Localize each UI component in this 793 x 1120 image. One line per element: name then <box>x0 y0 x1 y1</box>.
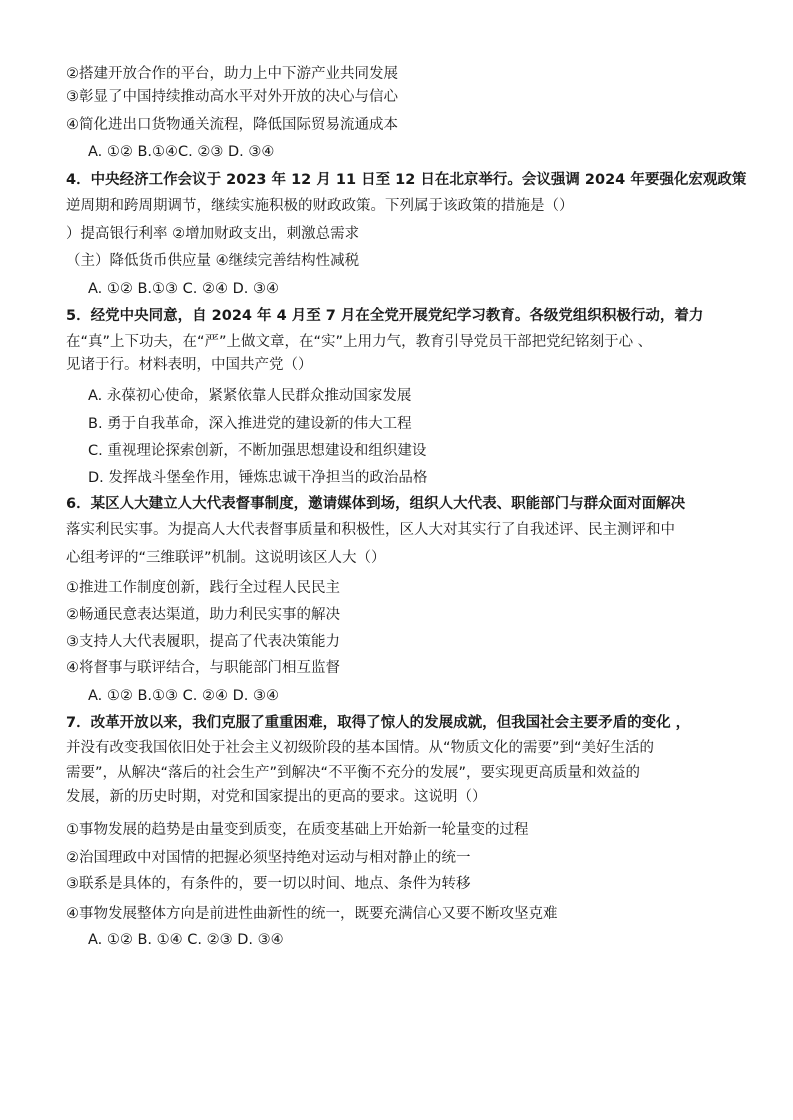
q5-option-a: A. 永葆初心使命，紧紧依靠人民群众推动国家发展 <box>88 388 412 404</box>
q5-stem-line-3: 见诸于行。材料表明，中国共产党（） <box>66 357 313 373</box>
q6-stem-line-1: 6．某区人大建立人大代表督事制度，邀请媒体到场，组织人大代表、职能部门与群众面对面解决 <box>66 496 686 512</box>
q6-item-2: ②畅通民意表达渠道，助力利民实事的解决 <box>66 607 340 623</box>
q5-stem-line-2: 在“真”上下功夫，在“严”上做文章，在“实”上用力气，教育引导党员干部把党纪铭刻于心 、 <box>66 334 653 350</box>
q7-item-4: ④事物发展整体方向是前进性曲新性的统一，既要充满信心又要不断攻坚克难 <box>66 906 558 922</box>
q6-item-4: ④将督事与联评结合，与职能部门相互监督 <box>66 660 340 676</box>
q3-item-2: ②搭建开放合作的平台，助力上中下游产业共同发展 <box>66 66 398 82</box>
q4-options: A. ①② B.①③ C. ②④ D. ③④ <box>88 281 279 297</box>
q7-stem-line-2: 并没有改变我国依旧处于社会主义初级阶段的基本国情。从“物质文化的需要”到“美好生活的 <box>66 740 655 756</box>
q7-item-3: ③联系是具体的，有条件的，要一切以时间、地点、条件为转移 <box>66 876 471 892</box>
q7-stem-line-4: 发展，新的历史时期，对党和国家提出的更高的要求。这说明（） <box>66 789 487 805</box>
q7-options: A. ①② B. ①④ C. ②③ D. ③④ <box>88 932 284 948</box>
q7-stem-line-3: 需要”，从解决“落后的社会生产”到解决“不平衡不充分的发展”，要实现更高质量和效益的 <box>66 765 641 781</box>
q6-item-1: ①推进工作制度创新，践行全过程人民民主 <box>66 580 340 596</box>
q5-option-d: D. 发挥战斗堡垒作用，锤炼忠诚干净担当的政治品格 <box>88 470 428 486</box>
q3-item-4: ④简化进出口货物通关流程，降低国际贸易流通成本 <box>66 117 398 133</box>
q6-stem-line-2: 落实利民实事。为提高人大代表督事质量和积极性，区人大对其实行了自我述评、民主测评和中 <box>66 522 675 538</box>
q5-stem-line-1: 5．经党中央同意，自 2024 年 4 月至 7 月在全党开展党纪学习教育。各级党组织积极行动，着力 <box>66 308 704 324</box>
q7-item-2: ②治国理政中对国情的把握必须坚持绝对运动与相对静止的统一 <box>66 850 471 866</box>
q5-option-c: C. 重视理论探索创新，不断加强思想建设和组织建设 <box>88 443 427 459</box>
q4-item-2: （主）降低货币供应量 ④继续完善结构性减税 <box>66 253 360 269</box>
q5-option-b: B. 勇于自我革命，深入推进党的建设新的伟大工程 <box>88 416 412 432</box>
q3-options: A. ①② B.①④C. ②③ D. ③④ <box>88 144 275 160</box>
q4-stem-line-2: 逆周期和跨周期调节，继续实施积极的财政政策。下列属于该政策的措施是（） <box>66 198 574 214</box>
q3-item-3: ③彰显了中国持续推动高水平对外开放的决心与信心 <box>66 89 398 105</box>
q7-stem-line-1: 7．改革开放以来，我们克服了重重困难，取得了惊人的发展成就，但我国社会主要矛盾的变化 ， <box>66 715 691 731</box>
q6-stem-line-3: 心组考评的“三维联评”机制。这说明该区人大（） <box>66 550 386 566</box>
q7-item-1: ①事物发展的趋势是由量变到质变，在质变基础上开始新一轮量变的过程 <box>66 822 529 838</box>
q6-options: A. ①② B.①③ C. ②④ D. ③④ <box>88 688 279 704</box>
q6-item-3: ③支持人大代表履职，提高了代表决策能力 <box>66 634 340 650</box>
q4-item-1: ）提高银行利率 ②增加财政支出，刺激总需求 <box>66 226 360 242</box>
q4-stem-line-1: 4．中央经济工作会议于 2023 年 12 月 11 日至 12 日在北京举行。会议强调 2024 年要强化宏观政策 <box>66 172 747 188</box>
